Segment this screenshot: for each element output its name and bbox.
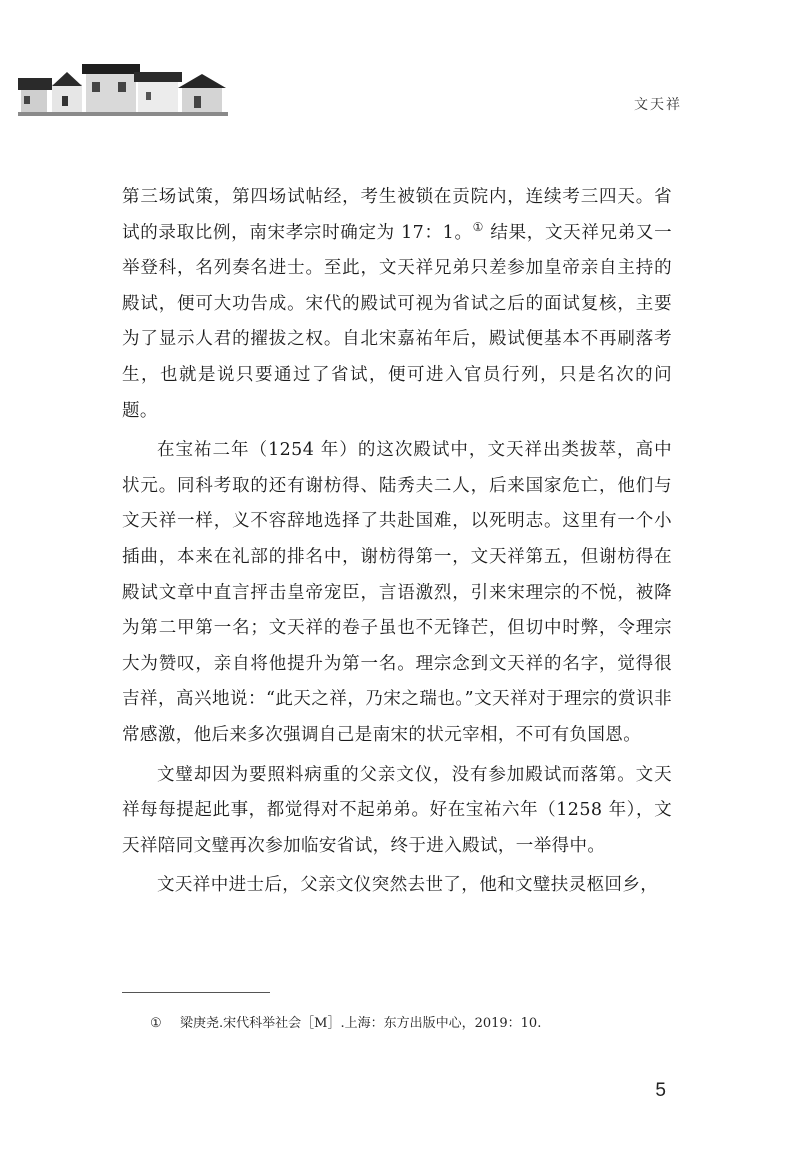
page-number: 5 <box>655 1080 666 1101</box>
footnote-reference[interactable]: ① <box>472 219 485 234</box>
footnote-marker: ① <box>150 1016 162 1031</box>
paragraph: 文天祥中进士后，父亲文仪突然去世了，他和文璧扶灵柩回乡， <box>157 875 659 896</box>
paragraph: 文璧却因为要照料病重的父亲文仪，没有参加殿试而落第。文天祥每每提起此事，都觉得对不起弟弟。好在宝祐六年（1258 年），文天祥陪同文璧再次参加临安省试，终于进入殿试，一举得中。 <box>122 764 672 856</box>
page-header <box>0 0 790 150</box>
body-text <box>122 180 672 904</box>
paragraph-text: 第三场试策，第四场试帖经，考生被锁在贡院内，连续考三四天。省试的录取比例，南宋孝宗时确定为 17：1。 <box>122 187 672 243</box>
paragraph: 在宝祐二年（1254 年）的这次殿试中，文天祥出类拔萃，高中状元。同科考取的还有谢枋得、陆秀夫二人，后来国家危亡，他们与文天祥一样，义不容辞地选择了共赴国难，以死明志。这里有一个小插曲，本来在礼部的排名中，谢枋得第一，文天祥第五，但谢枋得在殿试文章中直言抨击皇帝宠臣，言语激烈，引来宋理宗的不悦，被降为第二甲第一名；文天祥的卷子虽也不无锋芒，但切中时弊，令理宗大为赞叹，亲自将他提升为第一名。理宗念到文天祥的名字，觉得很吉祥，高兴地说：“此天之祥，乃宋之瑞也。”文天祥对于理宗的赏识非常感激，他后来多次强调自己是南宋的状元宰相，不可有负国恩。 <box>122 440 672 745</box>
paragraph <box>122 180 672 429</box>
running-title: 文天祥 <box>634 97 682 113</box>
footnote-divider <box>122 992 270 993</box>
paragraph-text: 结果，文天祥兄弟又一举登科，名列奏名进士。至此，文天祥兄弟只差参加皇帝亲自主持的殿试，便可大功告成。宋代的殿试可视为省试之后的面试复核，主要为了显示人君的擢拔之权。自北宋嘉祐年后，殿试便基本不再刷落考生，也就是说只要通过了省试，便可进入官员行列，只是名次的问题。 <box>122 222 672 421</box>
footnote-text: 梁庚尧.宋代科举社会［M］.上海：东方出版中心，2019：10. <box>180 1016 542 1031</box>
footnote <box>150 1012 541 1031</box>
village-rooftops-illustration <box>18 58 228 120</box>
